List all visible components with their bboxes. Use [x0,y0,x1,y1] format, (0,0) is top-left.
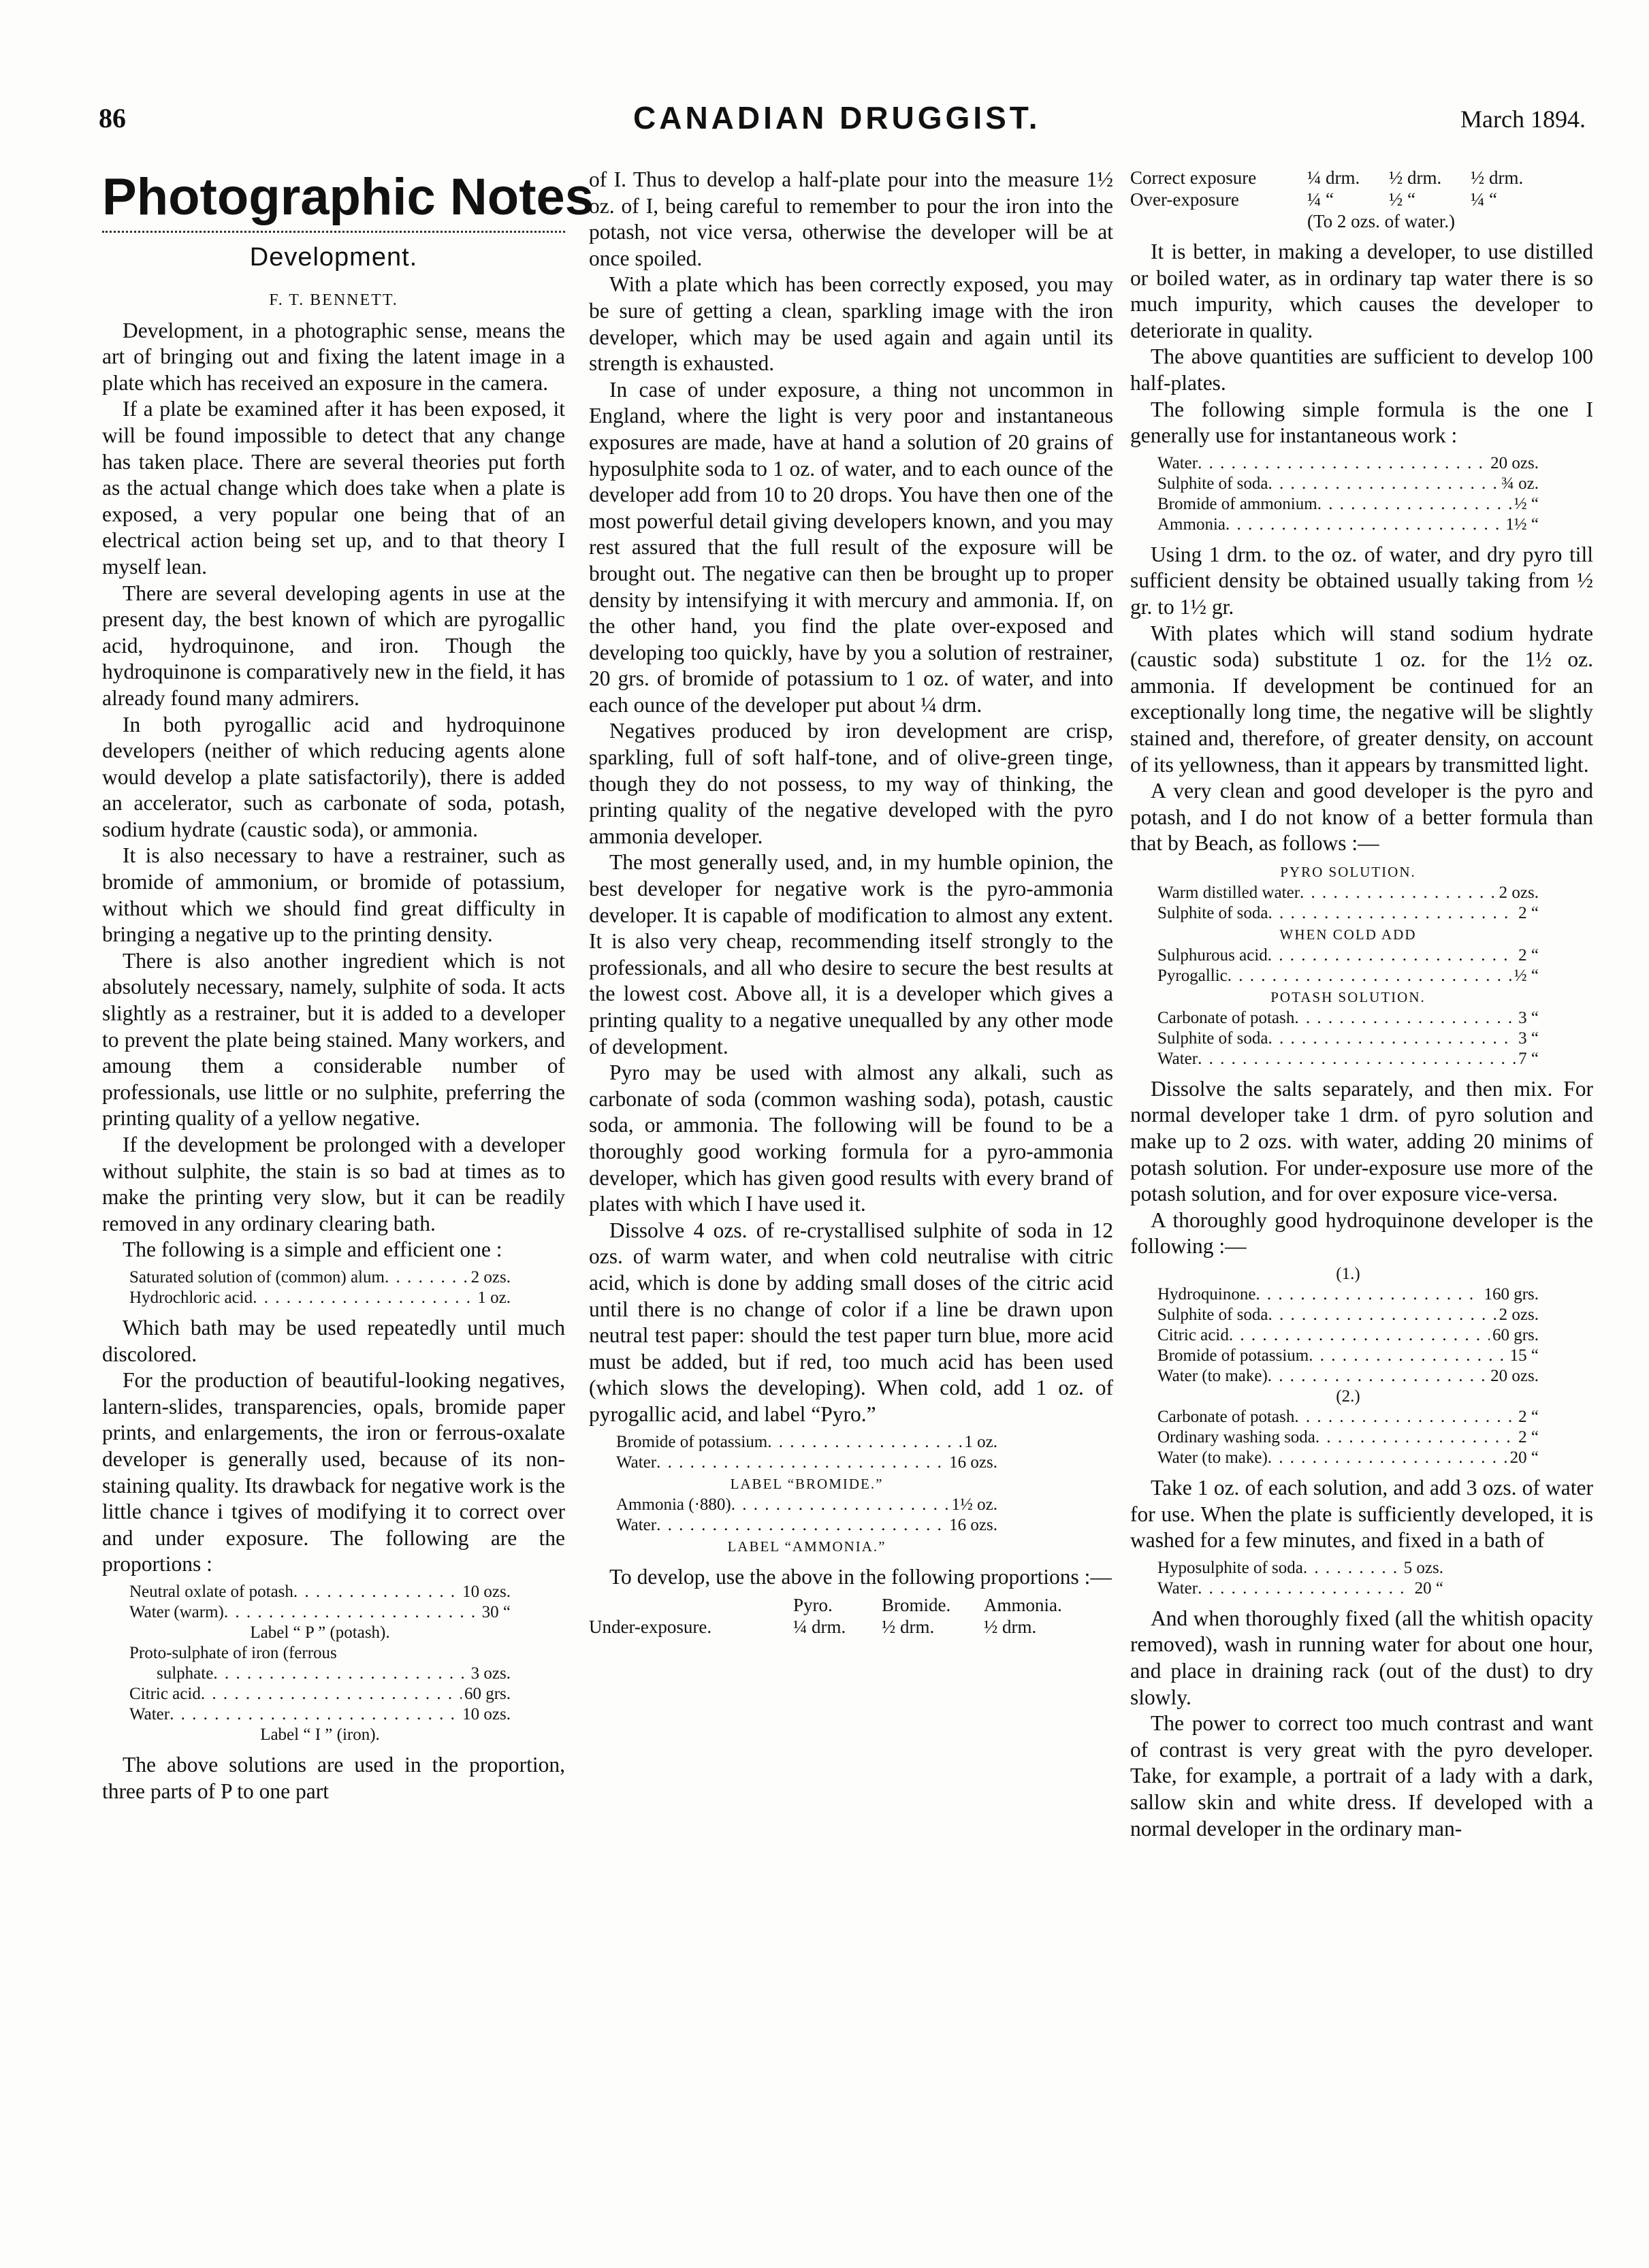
issue-date: March 1894. [1460,106,1586,133]
byline: F. T. BENNETT. [269,291,398,309]
recipe-line: Pyrogallic . . . ½ “ [1157,966,1539,986]
recipe-line: Ammonia . . . 1½ “ [1157,515,1539,535]
recipe-line: Warm distilled water . . . 2 ozs. [1157,883,1539,903]
recipe-line: Sulphite of soda . . . 3 “ [1157,1028,1539,1049]
paragraph: A very clean and good developer is the pyro and potash, and I do not know of a better formula than that by Beach, as follows :— [1130,779,1593,856]
paragraph: The following is a simple and efficient one : [123,1237,502,1262]
recipe-line: Bromide of ammonium . . . ½ “ [1157,494,1539,515]
paragraph: It is also necessary to have a restrainer, such as bromide of ammonium, or bromide of potassium, without which we should find great difficulty in bringing a negative up to the printing density. [102,843,565,947]
table-row: Under-exposure. ¼ drm. ½ drm. ½ drm. [589,1617,1037,1638]
recipe-hydroquinone [1157,1264,1593,1468]
label-p: Label “ P ” (potash). [250,1623,390,1642]
recipe-line: Ammonia (·880) . . . 1½ oz. [616,1495,997,1515]
recipe-line: Citric acid . . . 60 grs. [1157,1325,1539,1346]
proportions-table [589,1594,1113,1638]
page-header [0,102,1649,143]
when-cold-heading: WHEN COLD ADD [1279,926,1417,943]
recipe-instantaneous [1157,453,1593,535]
paragraph: Take 1 oz. of each solution, and add 3 ozs. of water for use. When the plate is sufficiently developed, it is washed for a few minutes, and fixed in a bath of [1130,1476,1593,1553]
recipe-line: Sulphite of soda . . . ¾ oz. [1157,474,1539,494]
paragraph: There are several developing agents in use at the present day, the best known of which are pyrogallic acid, hydroquinone, and iron. Though the hydroquinone is comparatively new in the field, it has already found many admirers. [102,581,565,710]
paragraph: To develop, use the above in the following proportions :— [609,1564,1112,1589]
recipe-line: Water (warm) . . . 30 “ [129,1602,511,1623]
recipe-line: Water . . . 20 “ [1157,1578,1443,1599]
recipe-bromide [616,1432,1113,1557]
recipe-line: Water (to make) . . . 20 “ [1157,1448,1539,1468]
paragraph: of I. Thus to develop a half-plate pour into the measure 1½ oz. of I, being careful to remember to pour the iron into the potash, not vice versa, otherwise the developer will be at once spoiled. [589,167,1113,270]
proportions-table-cont [1130,167,1593,232]
pyro-solution-heading: PYRO SOLUTION. [1280,863,1416,880]
journal-title: CANADIAN DRUGGIST. [633,100,1041,135]
recipe-line: sulphate . . . 3 ozs. [129,1664,511,1684]
table-row: Correct exposure ¼ drm. ½ drm. ½ drm. [1130,167,1524,188]
recipe-line: Saturated solution of (common) alum . . . 2 ozs. [129,1267,511,1288]
paragraph: It is better, in making a developer, to use distilled or boiled water, as in ordinary tap water there is so much impurity, which causes the developer to deteriorate in quality. [1130,240,1593,342]
paragraph: For the production of beautiful-looking negatives, lantern-slides, transparencies, opals, bromide paper prints, and enlargements, the iron or ferrous-oxalate developer is generally used, because of its non-staining quality. Its drawback for negative work is the little chance i tgives of modifying it to correct over and under exposure. The following are the proportions : [102,1368,565,1576]
section-title: Development. [249,243,418,272]
column-1 [102,167,594,1804]
recipe-line: Hydrochloric acid . . . 1 oz. [129,1288,511,1308]
paragraph: The power to correct too much contrast and want of contrast is very great with the pyro developer. Take, for example, a portrait of a lady with a dark, sallow skin and white dress. If developed with a normal developer in the ordinary man- [1130,1711,1593,1841]
paragraph: A thoroughly good hydroquinone developer is the following :— [1130,1208,1593,1259]
recipe-line: Bromide of potassium . . . 15 “ [1157,1346,1539,1366]
recipe-line: Hyposulphite of soda . . . 5 ozs. [1157,1558,1443,1578]
article-title: Photographic Notes [102,168,594,226]
recipe-line: Water . . . 7 “ [1157,1049,1539,1069]
recipe-line: Citric acid . . . 60 grs. [129,1684,511,1704]
paragraph: Pyro may be used with almost any alkali, such as carbonate of soda (common washing soda), potash, caustic soda, or ammonia. The following will be found to be a thoroughly good working formula for a pyro-ammonia developer, which has given good results with every brand of plates with which I have used it. [589,1060,1113,1216]
recipe-line: Sulphite of soda . . . 2 ozs. [1157,1305,1539,1325]
paragraph: The most generally used, and, in my humble opinion, the best developer for negative work is the pyro-ammonia developer. It is capable of modification to almost any extent. It is also very cheap, recommending itself strongly to the professionals, and all who desire to secure the best results at the lowest cost. Above all, it is a developer which gives a printing quality to a negative unequalled by any other mode of development. [589,850,1113,1058]
recipe-iron-developer [129,1582,565,1745]
paragraph: The following simple formula is the one I generally use for instantaneous work : [1130,397,1593,448]
label-i: Label “ I ” (iron). [260,1725,380,1744]
paragraph: Dissolve the salts separately, and then mix. For normal developer take 1 drm. of pyro solution and make up to 2 ozs. with water, adding 20 minims of potash solution. For under-exposure use more of the potash solution, and for over exposure vice-versa. [1130,1076,1593,1206]
column-2 [589,167,1113,1645]
recipe-line: Bromide of potassium . . . 1 oz. [616,1432,997,1453]
paragraph: And when thoroughly fixed (all the whitish opacity removed), wash in running water for about one hour, and place in draining rack (out of the dust) to dry slowly. [1130,1606,1593,1709]
title-divider [102,231,565,233]
paragraph: Development, in a photographic sense, means the art of bringing out and fixing the latent image in a plate which has received an exposure in the camera. [102,318,565,395]
paragraph: If the development be prolonged with a developer without sulphite, the stain is so bad at times as to make the printing very slow, but it can be readily removed in any ordinary clearing bath. [102,1133,565,1235]
table-row: Pyro. Bromide. Ammonia. [793,1595,1062,1616]
paragraph: In both pyrogallic acid and hydroquinone developers (neither of which reducing agents alone would develop a plate satisfactorily), there is added an accelerator, such as carbonate of soda, potash, sodium hydrate (caustic soda), or ammonia. [102,712,565,841]
recipe-line: Carbonate of potash . . . 3 “ [1157,1008,1539,1028]
paragraph: There is also another ingredient which is not absolutely necessary, namely, sulphite of soda. It acts slightly as a restrainer, but it is added to a developer to prevent the plate being stained. Many workers, and amoung them a considerable number of professionals, use little or no sulphite, preferring the printing quality of a yellow negative. [102,948,565,1131]
paragraph: If a plate be examined after it has been exposed, it will be found impossible to detect that any change has taken place. There are several theories put forth as the actual change which does take when a plate is exposed, a very popular one being that of an electrical action being set up, and to that theory I myself lean. [102,397,565,579]
recipe-line: Hydroquinone . . . 160 grs. [1157,1284,1539,1305]
recipe-line: Neutral oxlate of potash . . . 10 ozs. [129,1582,511,1602]
recipe-line: Water (to make) . . . 20 ozs. [1157,1366,1539,1387]
recipe-line: Sulphite of soda . . . 2 “ [1157,903,1539,924]
potash-solution-heading: POTASH SOLUTION. [1270,988,1426,1005]
paragraph: Dissolve 4 ozs. of re-crystallised sulphite of soda in 12 ozs. of warm water, and when cold neutralise with citric acid, which is done by adding small doses of the citric acid until there is no change of color if a line be drawn upon neutral test paper: should the test paper turn blue, more acid must be added, but if red, too much acid has been used (which slows the developing). When cold, add 1 oz. of pyrogallic acid, and label “Pyro.” [589,1218,1113,1426]
recipe-line: Water . . . 20 ozs. [1157,453,1539,474]
recipe-line: Water . . . 16 ozs. [616,1453,997,1473]
paragraph: With a plate which has been correctly exposed, you may be sure of getting a clean, sparkling image with the iron developer, which may be used again and again until its strength is exhausted. [589,272,1113,376]
paragraph: The above solutions are used in the proportion, three parts of P to one part [102,1752,565,1803]
label-bromide: LABEL “BROMIDE.” [730,1475,884,1492]
paragraph: Using 1 drm. to the oz. of water, and dry pyro till sufficient density be obtained usually taking from ½ gr. to 1½ gr. [1130,542,1593,619]
column-3 [1130,167,1593,1842]
recipe-line: Water . . . 16 ozs. [616,1515,997,1536]
formula-number: (2.) [1336,1387,1360,1406]
paragraph: Negatives produced by iron development are crisp, sparkling, full of soft half-tone, and of olive-green tinge, though they do not possess, to my way of thinking, the printing quality of the negative developed with the pyro ammonia developer. [589,719,1113,848]
table-row: Over-exposure ¼ “ ½ “ ¼ “ [1130,189,1497,210]
recipe-line: Carbonate of potash . . . 2 “ [1157,1407,1539,1427]
recipe-line: Proto-sulphate of iron (ferrous [129,1643,337,1662]
recipe-line: Sulphurous acid . . . 2 “ [1157,945,1539,966]
recipe-line: Ordinary washing soda . . . 2 “ [1157,1427,1539,1448]
recipe-clearing-bath [129,1267,565,1308]
page-number: 86 [99,103,126,133]
table-note: (To 2 ozs. of water.) [1307,211,1456,231]
label-ammonia: LABEL “AMMONIA.” [727,1538,886,1555]
recipe-pyro-potash [1157,861,1593,1069]
formula-number: (1.) [1336,1265,1360,1284]
paragraph: In case of under exposure, a thing not uncommon in England, where the light is very poor and instantaneous exposures are made, have at hand a solution of 20 grains of hyposulphite soda to 1 oz. of water, and to each ounce of the developer add from 10 to 20 drops. You have then one of the most powerful detail giving developers known, and you may rest assured that the full result of the exposure will be brought out. The negative can then be brought up to proper density by intensifying it with mercury and ammonia. If, on the other hand, you find the plate over-exposed and developing too quickly, have by you a solution of restrainer, 20 grs. of bromide of potassium to 1 oz. of water, and into each ounce of the developer put about ¼ drm. [589,377,1113,717]
recipe-fixing-bath [1157,1558,1593,1599]
recipe-line: Water . . . 10 ozs. [129,1704,511,1725]
paragraph: Which bath may be used repeatedly until much discolored. [102,1315,565,1366]
paragraph: With plates which will stand sodium hydrate (caustic soda) substitute 1 oz. for the 1½ oz. ammonia. If development be continued for an exceptionally long time, the negative will be slightly stained and, therefore, of greater density, on account of its yellowness, than it appears by transmitted light. [1130,621,1593,777]
paragraph: The above quantities are sufficient to develop 100 half-plates. [1130,344,1593,395]
